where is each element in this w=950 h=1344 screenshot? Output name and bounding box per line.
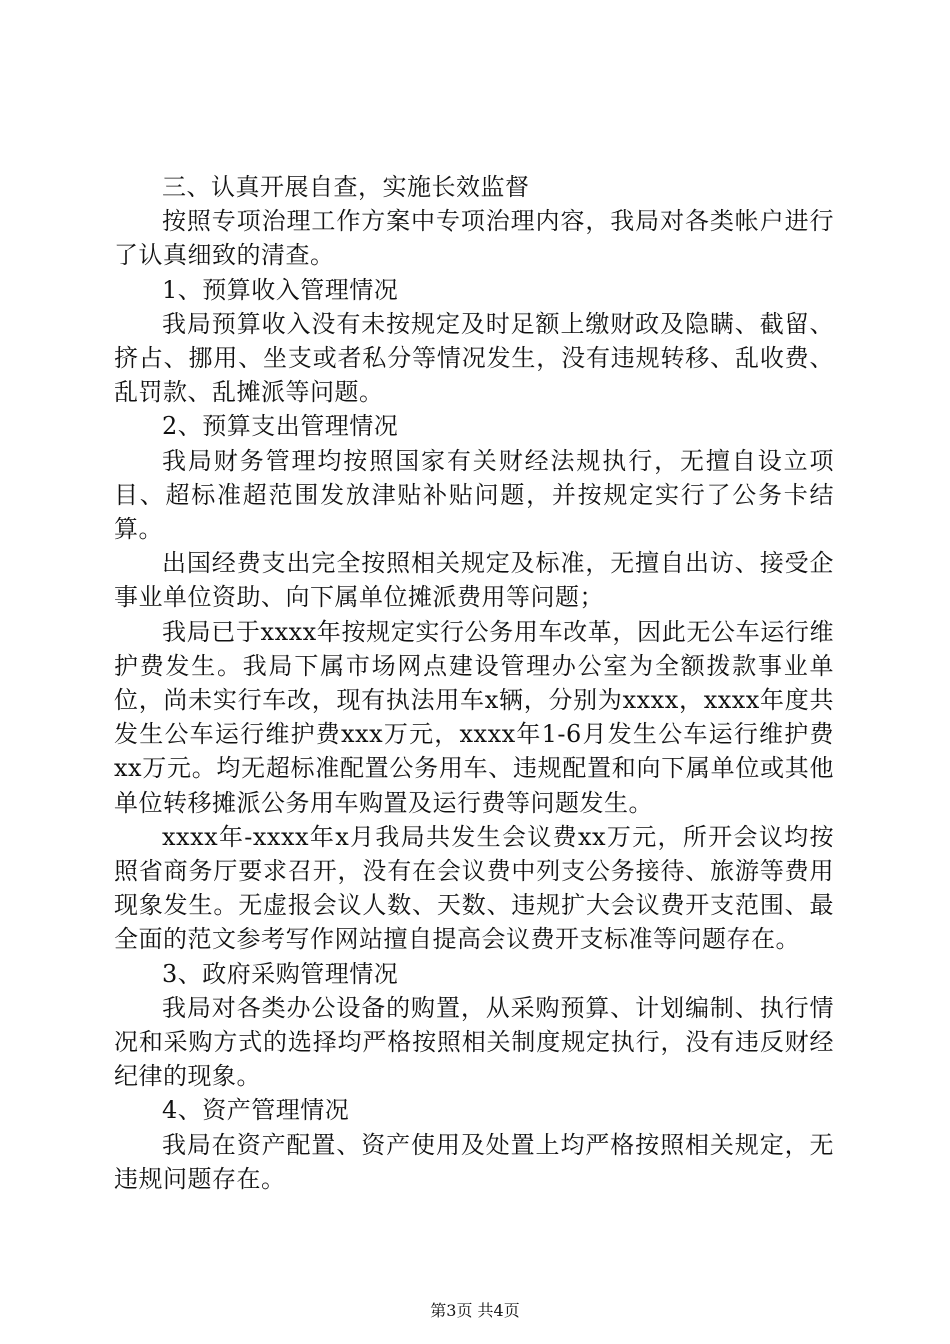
paragraph: xxxx年-xxxx年x月我局共发生会议费xx万元，所开会议均按照省商务厅要求召开，没有在会议费中列支公务接待、旅游等费用现象发生。无虚报会议人数、天数、违规扩大会议费开支范围、最全面的范文参考写作网站擅自提高会议费开支标准等问题存在。 [114, 822, 834, 954]
subsection-heading: 4、资产管理情况 [162, 1096, 350, 1125]
paragraph: 按照专项治理工作方案中专项治理内容，我局对各类帐户进行了认真细致的清查。 [114, 207, 834, 270]
paragraph: 我局财务管理均按照国家有关财经法规执行，无擅自设立项目、超标准超范围发放津贴补贴问题，并按规定实行了公务卡结算。 [114, 446, 834, 544]
paragraph: 出国经费支出完全按照相关规定及标准，无擅自出访、接受企事业单位资助、向下属单位摊派费用等问题； [114, 549, 834, 612]
subsection-heading: 1、预算收入管理情况 [162, 275, 399, 304]
subsection-heading: 2、预算支出管理情况 [162, 412, 399, 441]
section-heading: 三、认真开展自查，实施长效监督 [162, 173, 530, 201]
document-body [114, 170, 834, 1196]
subsection-heading: 3、政府采购管理情况 [162, 959, 399, 988]
paragraph: 我局对各类办公设备的购置，从采购预算、计划编制、执行情况和采购方式的选择均严格按照相关制度规定执行，没有违反财经纪律的现象。 [114, 993, 834, 1091]
paragraph: 我局已于xxxx年按规定实行公务用车改革，因此无公车运行维护费发生。我局下属市场网点建设管理办公室为全额拨款事业单位，尚未实行车改，现有执法用车x辆，分别为xxxx，xxxx年度共发生公车运行维护费xxx万元，xxxx年1-6月发生公车运行维护费xx万元。均无超标准配置公务用车、违规配置和向下属单位或其他单位转移摊派公务用车购置及运行费等问题发生。 [114, 617, 834, 817]
paragraph: 我局预算收入没有未按规定及时足额上缴财政及隐瞒、截留、挤占、挪用、坐支或者私分等情况发生，没有违规转移、乱收费、乱罚款、乱摊派等问题。 [114, 309, 834, 407]
page-number-footer: 第3页 共4页 [430, 1301, 520, 1320]
paragraph: 我局在资产配置、资产使用及处置上均严格按照相关规定，无违规问题存在。 [114, 1130, 834, 1193]
